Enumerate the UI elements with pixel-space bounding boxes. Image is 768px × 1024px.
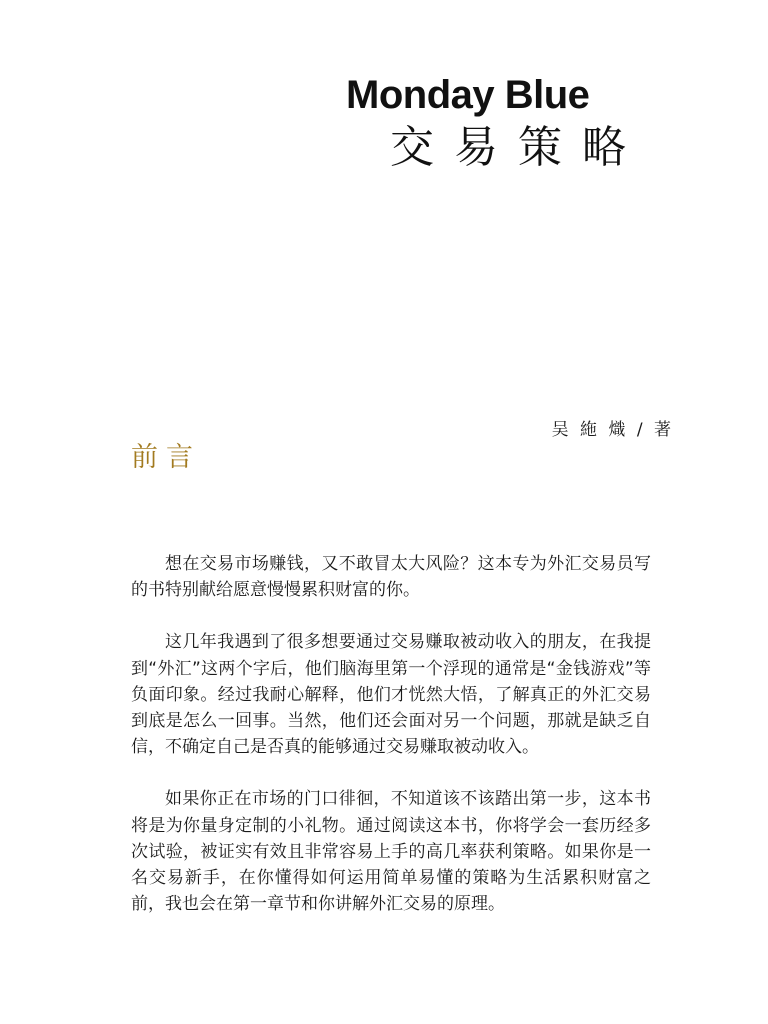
preface-heading: 前言 <box>131 442 201 473</box>
preface-paragraph: 想在交易市场赚钱，又不敢冒太大风险？这本专为外汇交易员写的书特别献给愿意慢慢累积财富的你。 <box>131 554 651 601</box>
preface-body <box>131 551 651 943</box>
preface-paragraph: 如果你正在市场的门口徘徊，不知道该不该踏出第一步，这本书将是为你量身定制的小礼物。通过阅读这本书，你将学会一套历经多次试验，被证实有效且非常容易上手的高几率获利策略。如果你是一名交易新手，在你懂得如何运用简单易懂的策略为生活累积财富之前，我也会在第一章节和你讲解外汇交易的原理。 <box>131 789 651 915</box>
preface-paragraph: 这几年我遇到了很多想要通过交易赚取被动收入的朋友，在我提到“外汇”这两个字后，他们脑海里第一个浮现的通常是“金钱游戏”等负面印象。经过我耐心解释，他们才恍然大悟，了解真正的外汇交易到底是怎么一回事。当然，他们还会面对另一个问题，那就是缺乏自信，不确定自己是否真的能够通过交易赚取被动收入。 <box>131 632 651 758</box>
author-byline: 吴 絁 熾 / 著 <box>551 420 674 440</box>
book-title-english: Monday Blue <box>346 73 590 117</box>
book-title-chinese: 交易策略 <box>390 122 646 173</box>
